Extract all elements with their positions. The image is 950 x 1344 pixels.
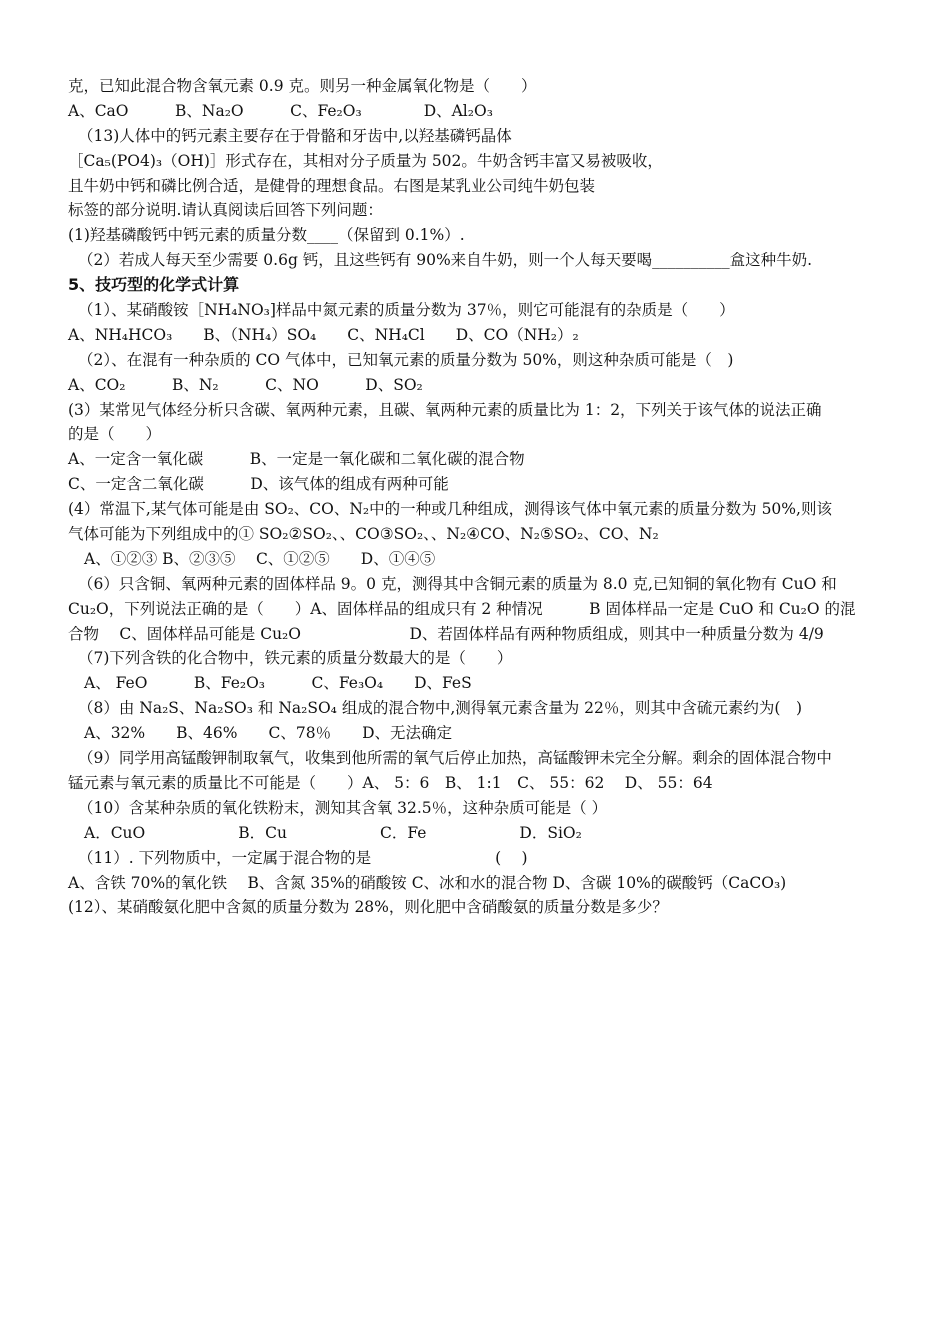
answer-options: A、含铁 70%的氧化铁 B、含氮 35%的硝酸铵 C、冰和水的混合物 D、含碳 10%的碳酸钙（CaCO₃) bbox=[68, 873, 787, 892]
question-line: （7)下列含铁的化合物中，铁元素的质量分数最大的是（ ） bbox=[78, 649, 513, 668]
answer-options: A、32% B、46% C、78％ D、无法确定 bbox=[84, 724, 452, 743]
question-line: （10）含某种杂质的氧化铁粉末，测知其含氧 32.5％，这种杂质可能是（ ） bbox=[78, 798, 608, 817]
answer-options: A、一定含一氧化碳 B、一定是一氧化碳和二氧化碳的混合物 bbox=[68, 450, 525, 469]
answer-options: A、CaO B、Na₂O C、Fe₂O₃ D、Al₂O₃ bbox=[68, 101, 493, 120]
question-line: 的是（ ） bbox=[68, 425, 162, 444]
answer-options: A、 FeO B、Fe₂O₃ C、Fe₃O₄ D、FeS bbox=[84, 674, 472, 693]
question-line: 锰元素与氧元素的质量比不可能是（ ）A、 5：6 B、 1:1 C、 55：62 D、 55：64 bbox=[68, 773, 713, 792]
question-line: 气体可能为下列组成中的① SO₂②SO₂、、CO③SO₂、、N₂④CO、N₂⑤SO₂、CO、N₂ bbox=[68, 525, 659, 544]
question-line: (12）、某硝酸氨化肥中含氮的质量分数为 28%，则化肥中含硝酸氨的质量分数是多少？ bbox=[68, 898, 668, 917]
question-line: （1）、某硝酸铵［NH₄NO₃]样品中氮元素的质量分数为 37％，则它可能混有的杂质是（ ） bbox=[78, 301, 735, 320]
question-line: (4）常温下,某气体可能是由 SO₂、CO、N₂中的一种或几种组成，测得该气体中氧元素的质量分数为 50%,则该 bbox=[68, 500, 832, 519]
question-line: （2）、在混有一种杂质的 CO 气体中，已知氧元素的质量分数为 50%，则这种杂质可能是（ ) bbox=[78, 350, 734, 369]
answer-options: A．CuO B．Cu C．Fe D．SiO₂ bbox=[84, 823, 582, 842]
question-line: (1)羟基磷酸钙中钙元素的质量分数____（保留到 0.1%）. bbox=[68, 226, 465, 245]
section-heading: 5、技巧型的化学式计算 bbox=[68, 275, 240, 295]
question-line: ［Ca₅(PO4)₃（OH)］形式存在，其相对分子质量为 502。牛奶含钙丰富又易被吸收， bbox=[68, 151, 663, 170]
question-line: （11）. 下列物质中，一定属于混合物的是 ( ) bbox=[78, 848, 528, 867]
question-line: （9）同学用高锰酸钾制取氧气，收集到他所需的氧气后停止加热，高锰酸钾未完全分解。剩余的固体混合物中 bbox=[78, 749, 832, 768]
question-line: 标签的部分说明.请认真阅读后回答下列问题： bbox=[68, 201, 383, 220]
question-line: (3）某常见气体经分析只含碳、氧两种元素，且碳、氧两种元素的质量比为 1：2，下列关于该气体的说法正确 bbox=[68, 400, 822, 419]
question-line: （6）只含铜、氧两种元素的固体样品 9。0 克，测得其中含铜元素的质量为 8.0 克,已知铜的氧化物有 CuO 和 bbox=[78, 574, 837, 593]
question-line: （13)人体中的钙元素主要存在于骨骼和牙齿中,以羟基磷钙晶体 bbox=[78, 126, 512, 145]
answer-options: C、一定含二氧化碳 D、该气体的组成有两种可能 bbox=[68, 475, 449, 494]
question-line: 且牛奶中钙和磷比例合适，是健骨的理想食品。右图是某乳业公司纯牛奶包装 bbox=[68, 176, 596, 195]
answer-options: A、NH₄HCO₃ B、（NH₄）SO₄ C、NH₄Cl D、CO（NH₂）₂ bbox=[68, 325, 579, 344]
question-line: Cu₂O，下列说法正确的是（ ）A、固体样品的组成只有 2 种情况 B 固体样品一定是 CuO 和 Cu₂O 的混 bbox=[68, 599, 856, 618]
question-line: （8）由 Na₂S、Na₂SO₃ 和 Na₂SO₄ 组成的混合物中,测得氧元素含量为 22％，则其中含硫元素约为( ) bbox=[78, 699, 802, 718]
question-line: （2）若成人每天至少需要 0.6g 钙，且这些钙有 90%来自牛奶，则一个人每天要喝__________盒这种牛奶. bbox=[78, 251, 813, 270]
answer-options: A、CO₂ B、N₂ C、NO D、SO₂ bbox=[68, 375, 423, 394]
question-line: 合物 C、固体样品可能是 Cu₂O D、若固体样品有两种物质组成，则其中一种质量分数为 4/9 bbox=[68, 624, 824, 643]
document-page bbox=[68, 74, 888, 920]
answer-options: A、①②③ B、②③⑤ C、①②⑤ D、①④⑤ bbox=[84, 549, 436, 568]
question-line: 克，已知此混合物含氧元素 0.9 克。则另一种金属氧化物是（ ） bbox=[68, 77, 537, 95]
